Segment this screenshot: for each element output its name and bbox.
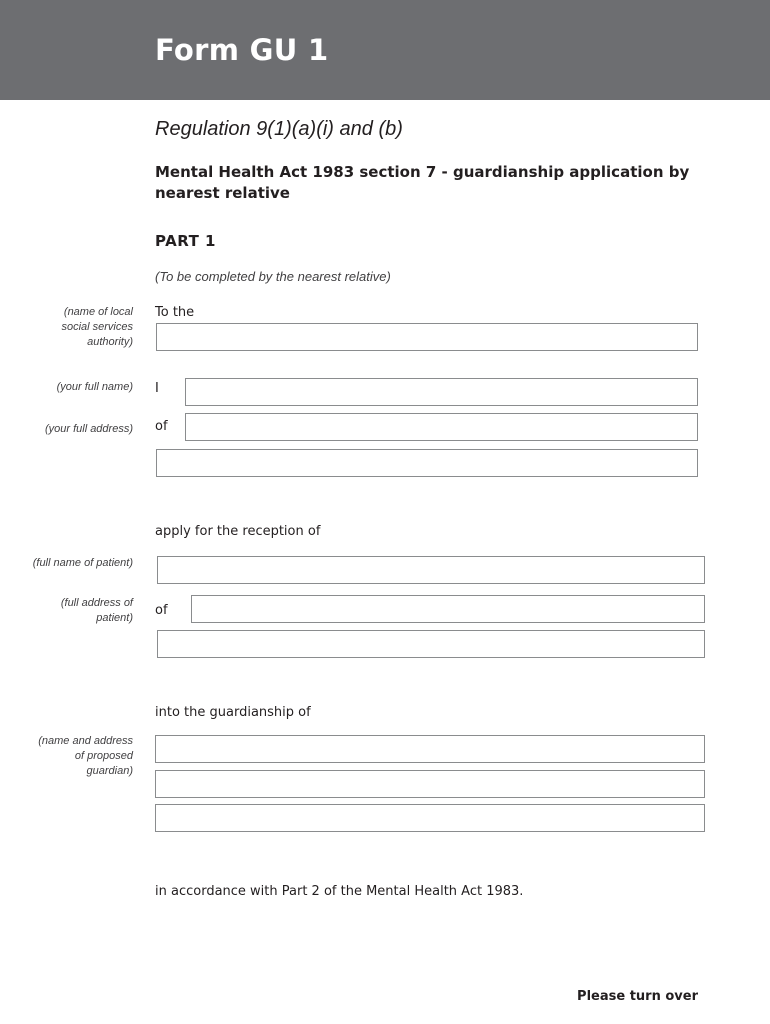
form-title: Form GU 1 (155, 33, 329, 67)
label-into-guardianship: into the guardianship of (155, 705, 311, 720)
full-name-field[interactable] (185, 378, 698, 406)
side-note-full-address: (your full address) (44, 423, 133, 435)
guardian-line1-field[interactable] (155, 735, 705, 763)
label-of: of (155, 419, 168, 434)
please-turn-over: Please turn over (577, 989, 698, 1004)
header-bar (0, 0, 770, 100)
act-heading: Mental Health Act 1983 section 7 - guardianship application by nearest relative (155, 163, 690, 202)
side-note-patient-address: (full address of patient) (60, 597, 133, 624)
regulation-reference: Regulation 9(1)(a)(i) and (b) (155, 118, 403, 140)
closing-statement: in accordance with Part 2 of the Mental Health Act 1983. (155, 884, 524, 899)
side-note-full-name: (your full name) (56, 381, 133, 393)
patient-address-line1-field[interactable] (191, 595, 705, 623)
patient-address-line2-field[interactable] (157, 630, 705, 658)
side-note-authority: (name of local social services authority) (61, 306, 133, 348)
address-line1-field[interactable] (185, 413, 698, 441)
patient-name-field[interactable] (157, 556, 705, 584)
label-of-patient: of (155, 603, 168, 618)
authority-name-field[interactable] (156, 323, 698, 351)
part-heading: PART 1 (155, 232, 216, 250)
label-to-the: To the (155, 305, 195, 320)
label-apply: apply for the reception of (155, 524, 321, 539)
completion-note: (To be completed by the nearest relative) (155, 269, 391, 284)
address-line2-field[interactable] (156, 449, 698, 477)
guardian-line3-field[interactable] (155, 804, 705, 832)
label-i: I (155, 381, 159, 396)
guardian-line2-field[interactable] (155, 770, 705, 798)
side-note-patient-name: (full name of patient) (32, 557, 133, 569)
side-note-guardian: (name and address of proposed guardian) (38, 735, 133, 777)
